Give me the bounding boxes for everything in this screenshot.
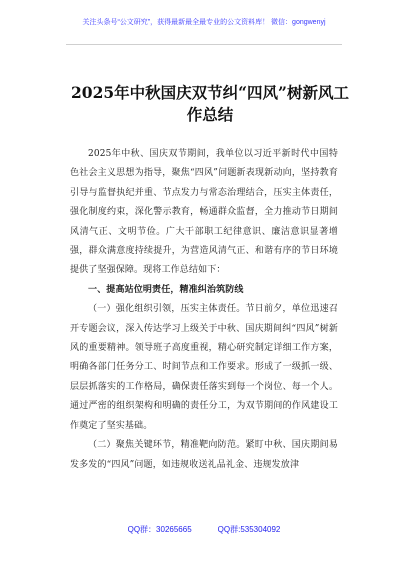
body-paragraph: （一）强化组织引领，压实主体责任。节日前夕，单位迅速召开专题会议，深入传达学习上级关于中秋、国庆期间纠“四风”树新风的重要精神。领导班子高度重视，精心研究制定详细工作方案，明确各部门任务分工、时间节点和工作要求。形成了一级抓一级、层层抓落实的工作格局，确保责任落实到每一个岗位、每一个人。通过严密的组织架构和明确的责任分工，为双节期间的作风建设工作奠定了坚实基础。	[70, 304, 338, 431]
body-paragraph: （二）聚焦关键环节，精准靶向防范。紧盯中秋、国庆期间易发多发的“四风”问题，如违规收送礼品礼金、违规发放津	[70, 440, 338, 470]
header-divider	[66, 44, 342, 45]
section-heading: 一、提高站位明责任，精准纠治筑防线	[88, 284, 244, 295]
footer-qq-group-2: QQ群:535304092	[217, 525, 281, 534]
document-title: 2025年中秋国庆双节纠“四风”树新风工作总结	[71, 83, 349, 124]
document-body	[70, 145, 338, 475]
footer-qq-group-1: QQ群：30265665	[127, 525, 192, 534]
header-notice: 关注头条号“公文研究”，获得最新最全最专业的公文资料库！ 微信：gongwenyj	[82, 19, 326, 26]
page-header	[0, 0, 408, 44]
intro-paragraph: 2025年中秋、国庆双节期间，我单位以习近平新时代中国特色社会主义思想为指导，聚焦“四风”问题新表现新动向，坚持教育引导与监督执纪并重、节点发力与常态治理结合，压实主体责任，强化制度约束，深化警示教育，畅通群众监督，全力推动节日期间风清气正、文明节俭。广大干部职工纪律意识、廉洁意识显著增强，群众满意度持续提升，为营造风清气正、和谐有序的节日环境提供了坚强保障。现将工作总结如下：	[70, 149, 338, 276]
page-footer	[0, 524, 408, 540]
